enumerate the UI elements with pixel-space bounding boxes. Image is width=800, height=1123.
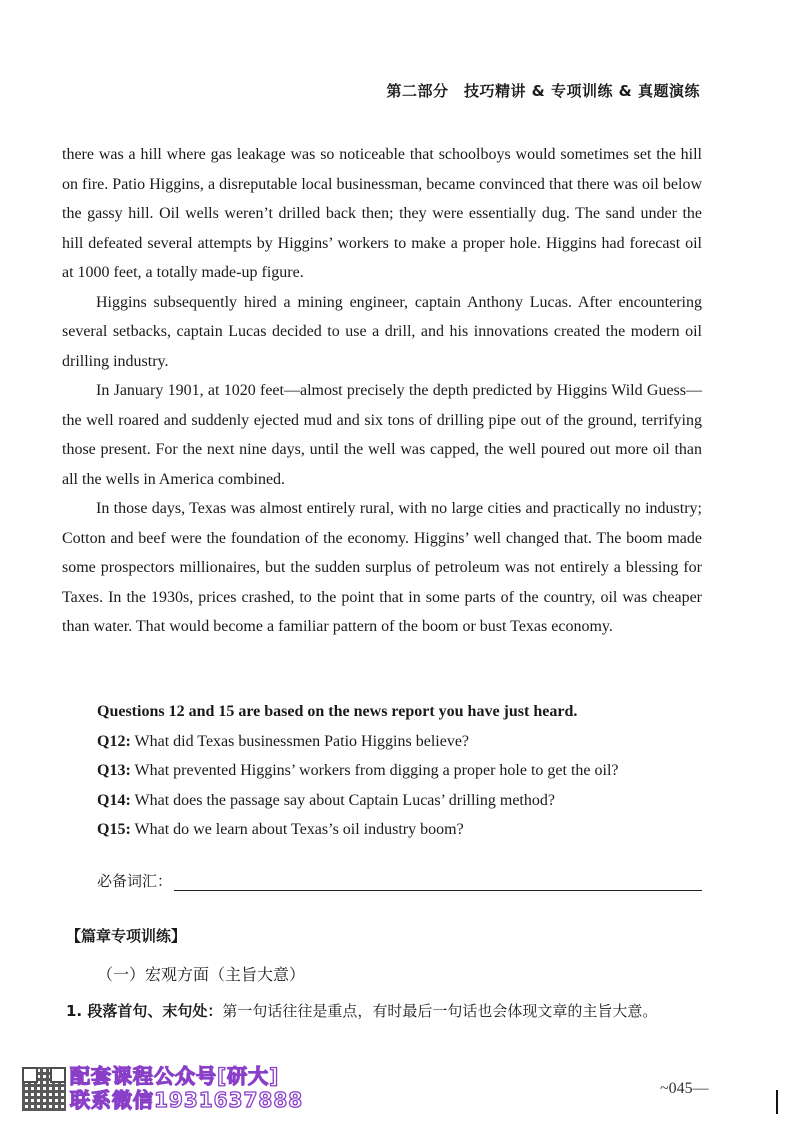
- question-label: Q14:: [97, 791, 131, 809]
- passage-paragraph: In January 1901, at 1020 feet—almost precisely the depth predicted by Higgins Wild Guess—the well roared and suddenly ejected mud and six tons of drilling pipe out of the ground, terrifying those present. For the next nine days, until the well was capped, the well poured out more oil than all the wells in America combined.: [62, 382, 702, 488]
- passage: [62, 140, 702, 642]
- question-label: Q12:: [97, 732, 131, 750]
- question-label: Q13:: [97, 762, 131, 779]
- vocab-label: 必备词汇：: [97, 872, 173, 890]
- tip-point-text: 第一句话往往是重点，有时最后一句话也会体现文章的主旨大意。: [222, 1002, 658, 1020]
- passage-paragraph: there was a hill where gas leakage was so noticeable that schoolboys would sometimes set the hill on fire. Patio Higgins, a disreputable local businessman, became convinced that there was oil below the gassy hill. Oil wells weren’t drilled back then; they were essentially dug. The sand under the hill defeated several attempts by Higgins’ workers to make a proper hole. Higgins had forecast oil at 1000 feet, a totally made-up figure.: [62, 146, 702, 281]
- tip-point-label: 1. 段落首句、末句处：: [66, 1002, 223, 1020]
- question-text: What did Texas businessmen Patio Higgins believe?: [130, 732, 470, 750]
- watermark-line: 配套课程公众号[研大]: [70, 1064, 280, 1088]
- page-number-value: 045: [668, 1080, 693, 1097]
- passage-paragraph: Higgins subsequently hired a mining engineer, captain Anthony Lucas. After encountering several setbacks, captain Lucas decided to use a drill, and his innovations created the modern oil drilling industry.: [62, 293, 702, 370]
- questions-heading: Questions 12 and 15 are based on the news report you have just heard.: [97, 703, 578, 720]
- question-text: What does the passage say about Captain Lucas’ drilling method?: [130, 791, 555, 809]
- section-title: 【篇章专项训练】: [66, 927, 187, 945]
- page-number: ~045—: [660, 1080, 709, 1097]
- question-item: [97, 815, 697, 845]
- qr-code-icon: [22, 1067, 66, 1111]
- section-subtitle: （一）宏观方面（主旨大意）: [97, 965, 306, 984]
- question-item: [97, 756, 697, 786]
- questions-block: [97, 697, 697, 845]
- passage-paragraph: In those days, Texas was almost entirely rural, with no large cities and practically no industry; Cotton and beef were the foundation of the economy. Higgins’ well changed that. The boom made some prospectors millionaires, but the sudden surplus of petroleum was not entirely a blessing for Taxes. In the 1930s, prices crashed, to the point that in some parts of the country, oil was cheaper than water. That would become a familiar pattern of the boom or bust Texas economy.: [62, 500, 702, 635]
- question-text: What prevented Higgins’ workers from digging a proper hole to get the oil?: [130, 762, 619, 779]
- edge-mark: [776, 1090, 778, 1114]
- question-text: What do we learn about Texas’s oil industry boom?: [130, 821, 464, 838]
- question-item: [97, 727, 697, 757]
- watermark-line: 联系微信1931637888: [70, 1088, 304, 1112]
- question-item: [97, 786, 697, 816]
- question-label: Q15:: [97, 821, 131, 838]
- vocab-fill-line: [174, 872, 702, 891]
- running-header: 第二部分 技巧精讲 & 专项训练 & 真题演练: [386, 82, 700, 100]
- vocab-field: [97, 870, 702, 891]
- tip-point: [66, 998, 702, 1025]
- watermark: [70, 1064, 303, 1112]
